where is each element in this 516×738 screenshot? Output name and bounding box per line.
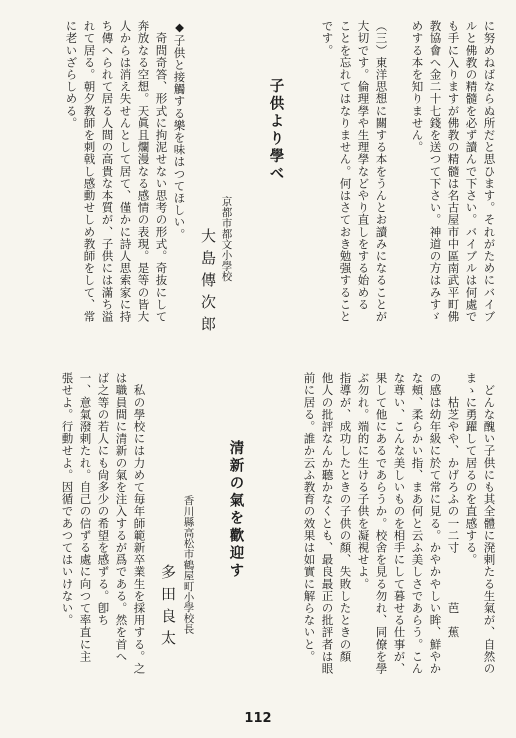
item3-line-4: です。 [320, 20, 335, 57]
author-name-oshima: 大島傳次郎 [199, 228, 217, 338]
prev-line-3: 枯芝やや、かげろふの一二寸 芭 蕉 [446, 372, 461, 639]
author-affiliation-kyoto: 京都市都文小學校 [220, 196, 233, 282]
body2-line-5: 張せよ。行動せよ。因循であつてはいけない。 [60, 372, 75, 627]
author-name-tada: 多田良太 [159, 564, 177, 652]
body2-line-3: ば之等の若人にも尙多少の希望を感ずる。卽ち [96, 372, 111, 627]
item3-line-2: 大切です。倫理學や生理學などやり直しをする始める [356, 20, 371, 311]
intro-line-2: ルと佛教の精髓を必ず讀んで下さい。バイブルは何處で [464, 20, 479, 323]
item3-line-3: ことを忘れてはなりません。何はさておき勉强すること [338, 20, 353, 323]
body-line-3: 奔放なる空想。天眞且爛漫なる感情の表現。是等の皆大 [136, 20, 151, 323]
intro-line-1: に努めねばならぬ所だと思ひます。それがためにバイブ [482, 20, 497, 323]
intro-line-3: も手に入りますが佛教の精髓は名古屋市中區南武平町佛 [446, 20, 461, 323]
author-affiliation-kagawa: 香川縣高松市鶴屋町小學校長 [182, 495, 195, 635]
prev-line-7: 果して他にあるであらうか。校舍を見る勿れ、同僚を學 [374, 372, 389, 675]
article-title-seishin: 清新の氣を歡迎す [227, 440, 244, 580]
intro-line-4: 教協會へ金二十七錢を送つて下さい。神道の方はみすゞ [428, 20, 443, 323]
prev-line-6: な尊い、こんな美しいものを相手にして暮せる仕事が、 [392, 372, 407, 675]
body-line-6: れて居る。朝夕教師を刺戟し感動せしめ教師をして、常 [82, 20, 97, 323]
item3-line-1: （三）東洋思想に關する本をうんとお讀みになることが [374, 20, 389, 323]
prev-line-11: 前に居る。誰か云ふ教育の效果は如實に解らないと。 [302, 372, 317, 663]
body2-line-1: 私の學校には力めて毎年師範新卒業生を採用する。之 [132, 372, 147, 675]
prev-line-10: 他人の批評なんか聽かなくとも、最良最正の批評者は眼 [320, 372, 335, 675]
body-line-1: ◆子供と接觸する樂を味はつてほしい。 [172, 20, 187, 241]
body-line-2: 奇問奇答、形式に拘泥せない思考の形式。奇抜にして [154, 20, 169, 323]
prev-line-2: まゝに勇躍して居るのを直感する。 [464, 372, 479, 566]
body2-line-4: 一、意氣潑剌たれ。自己の信ずる處に向つて率直に主 [78, 372, 93, 663]
body2-line-2: は職員間に清新の氣を注入するが爲である。然を首へ [114, 372, 129, 663]
intro-line-5: めする本を知りません。 [410, 20, 425, 154]
page-number: 112 [244, 711, 272, 726]
prev-line-9: 指導が、成功したときの子供の顏、失敗したときの顏 [338, 372, 353, 663]
prev-line-8: ぶ勿れ。端的に生ける子供を凝視せよ。 [356, 372, 371, 590]
prev-line-1: どんな醜い子供にも其全體に溌剌たる生氣が、自然の [482, 372, 497, 675]
body-line-7: に老いざらしめる。 [64, 20, 79, 129]
article-title-kodomo: 子供より學べ [267, 78, 284, 183]
prev-line-4: の感は幼年級に於て常に見る。かやかやしい眸、鮮やか [428, 372, 443, 675]
body-line-5: ち傳へられて居る人間の高貴な本質が、子供には滿ち溢 [100, 20, 115, 323]
prev-line-5: な頰、柔らかい指、まあ何と云ふ美しさであらう。こん [410, 372, 425, 675]
body-line-4: 人からは消え失せんとして居て、僅かに詩人思索家に持 [118, 20, 133, 323]
